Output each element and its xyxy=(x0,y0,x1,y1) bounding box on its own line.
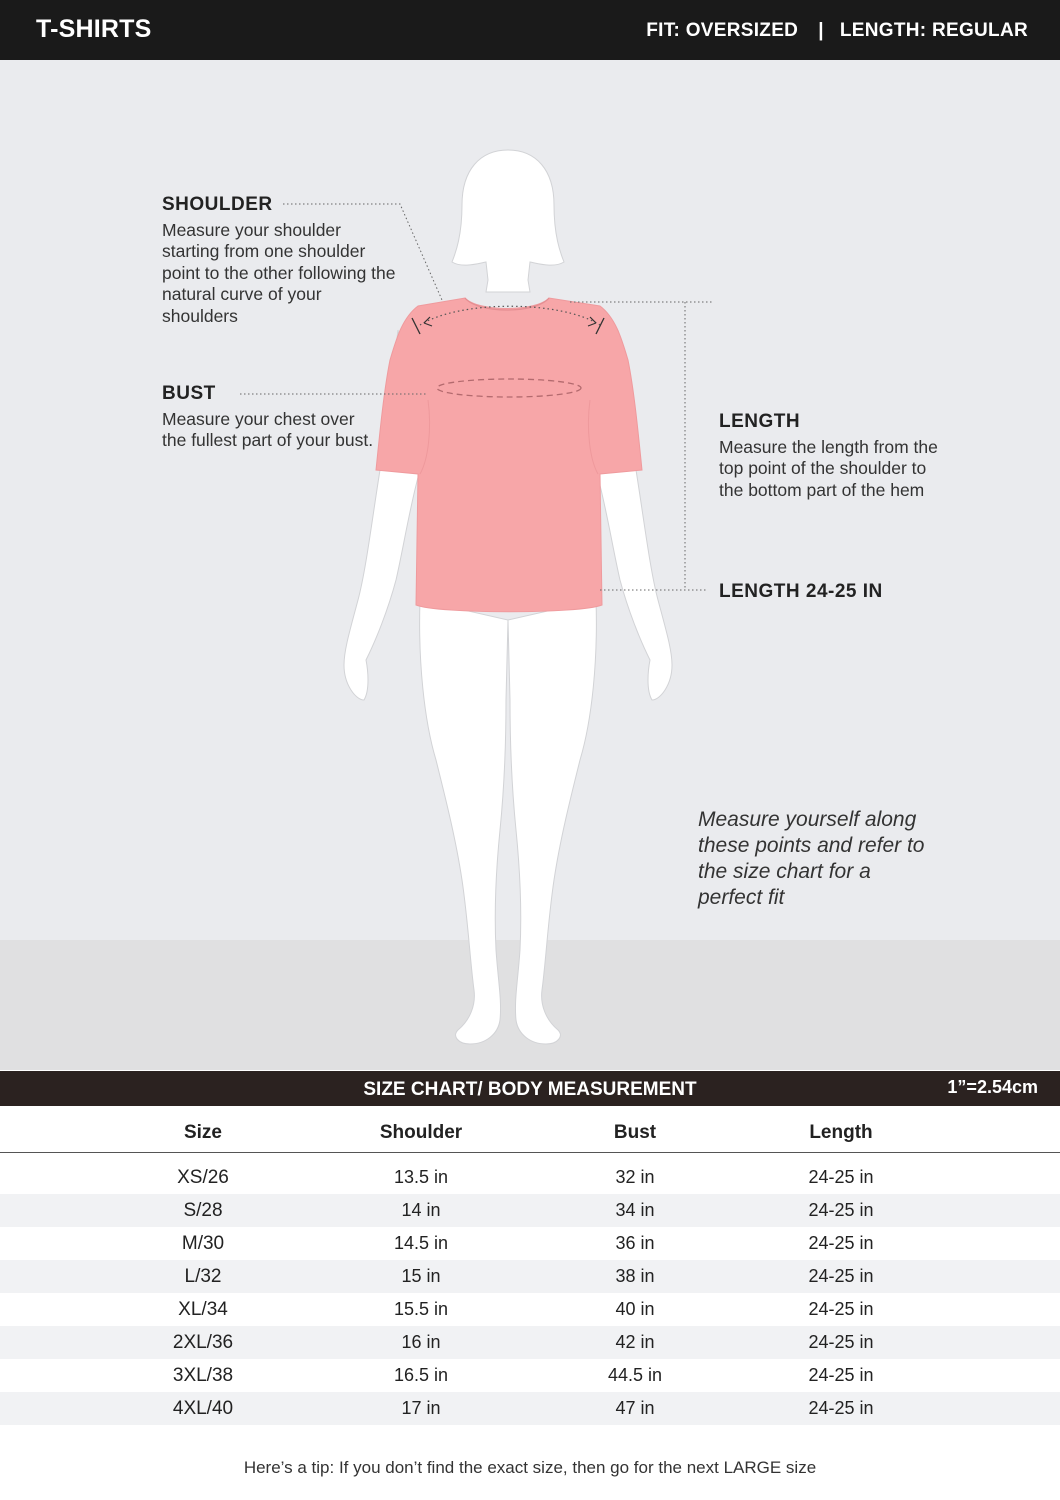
cell-bust: 32 in xyxy=(615,1167,655,1187)
size-chart-bar xyxy=(0,1071,1060,1106)
shoulder-heading: SHOULDER xyxy=(162,194,273,215)
table-row xyxy=(0,1260,1060,1293)
cell-shoulder: 14 in xyxy=(401,1200,441,1220)
cell-size: 3XL/38 xyxy=(172,1365,234,1386)
length-label: LENGTH: REGULAR xyxy=(839,20,1028,41)
size-chart-title: SIZE CHART/ BODY MEASUREMENT xyxy=(363,1079,697,1100)
cell-bust: 42 in xyxy=(615,1332,655,1352)
cell-size: M/30 xyxy=(181,1233,225,1254)
cell-shoulder: 15 in xyxy=(401,1266,441,1286)
size-table-header xyxy=(0,1113,1060,1153)
cell-bust: 34 in xyxy=(615,1200,655,1220)
size-table-body xyxy=(0,1161,1060,1425)
bust-heading: BUST xyxy=(162,383,216,404)
table-row xyxy=(0,1326,1060,1359)
table-row xyxy=(0,1293,1060,1326)
cell-length: 24-25 in xyxy=(808,1266,874,1286)
separator: | xyxy=(818,20,824,41)
column-header-shoulder: Shoulder xyxy=(379,1122,463,1143)
column-header-size: Size xyxy=(183,1122,223,1143)
cell-shoulder: 15.5 in xyxy=(393,1299,449,1319)
page-title: T-SHIRTS xyxy=(36,15,152,43)
cell-length: 24-25 in xyxy=(808,1167,874,1187)
cell-size: L/32 xyxy=(184,1266,222,1287)
cell-bust: 44.5 in xyxy=(607,1365,663,1385)
length-text: Measure the length from the top point of the shoulder to the bottom part of the hem xyxy=(719,436,938,500)
cell-length: 24-25 in xyxy=(808,1332,874,1352)
body-figure-illustration xyxy=(0,60,1060,1070)
bust-text: Measure your chest over the fullest part of your bust. xyxy=(162,408,374,450)
table-row xyxy=(0,1392,1060,1425)
table-row xyxy=(0,1161,1060,1194)
fit-length-info xyxy=(646,20,1028,42)
shoulder-text: Measure your shoulder starting from one shoulder point to the other following the natural curve of your shoulders xyxy=(162,219,396,326)
cell-bust: 47 in xyxy=(615,1398,655,1418)
cell-shoulder: 17 in xyxy=(401,1398,441,1418)
cell-shoulder: 16 in xyxy=(401,1332,441,1352)
length-value: LENGTH 24-25 IN xyxy=(719,581,883,602)
shoulder-annotation xyxy=(162,194,402,327)
cell-size: S/28 xyxy=(183,1200,223,1221)
column-header-length: Length xyxy=(809,1122,873,1143)
unit-conversion: 1”=2.54cm xyxy=(947,1077,1038,1097)
cell-bust: 38 in xyxy=(615,1266,655,1286)
cell-bust: 36 in xyxy=(615,1233,655,1253)
length-annotation xyxy=(719,411,939,501)
header-bar xyxy=(0,0,1060,60)
cell-bust: 40 in xyxy=(615,1299,655,1319)
cell-length: 24-25 in xyxy=(808,1365,874,1385)
table-row xyxy=(0,1227,1060,1260)
column-header-bust: Bust xyxy=(613,1122,657,1143)
cell-shoulder: 14.5 in xyxy=(393,1233,449,1253)
bust-annotation xyxy=(162,383,382,452)
length-heading: LENGTH xyxy=(719,411,801,432)
cell-size: 2XL/36 xyxy=(172,1332,234,1353)
cell-size: XS/26 xyxy=(177,1167,229,1188)
cell-length: 24-25 in xyxy=(808,1299,874,1319)
cell-size: 4XL/40 xyxy=(172,1398,234,1419)
fit-label: FIT: OVERSIZED xyxy=(646,20,799,41)
cell-length: 24-25 in xyxy=(808,1398,874,1418)
measure-note: Measure yourself along these points and refer to the size chart for a perfect fit xyxy=(698,808,925,909)
cell-length: 24-25 in xyxy=(808,1233,874,1253)
cell-size: XL/34 xyxy=(178,1299,228,1320)
sizing-tip: Here’s a tip: If you don’t find the exact size, then go for the next LARGE size xyxy=(243,1458,817,1477)
cell-length: 24-25 in xyxy=(808,1200,874,1220)
table-row xyxy=(0,1359,1060,1392)
cell-shoulder: 16.5 in xyxy=(393,1365,449,1385)
table-row xyxy=(0,1194,1060,1227)
cell-shoulder: 13.5 in xyxy=(393,1167,449,1187)
